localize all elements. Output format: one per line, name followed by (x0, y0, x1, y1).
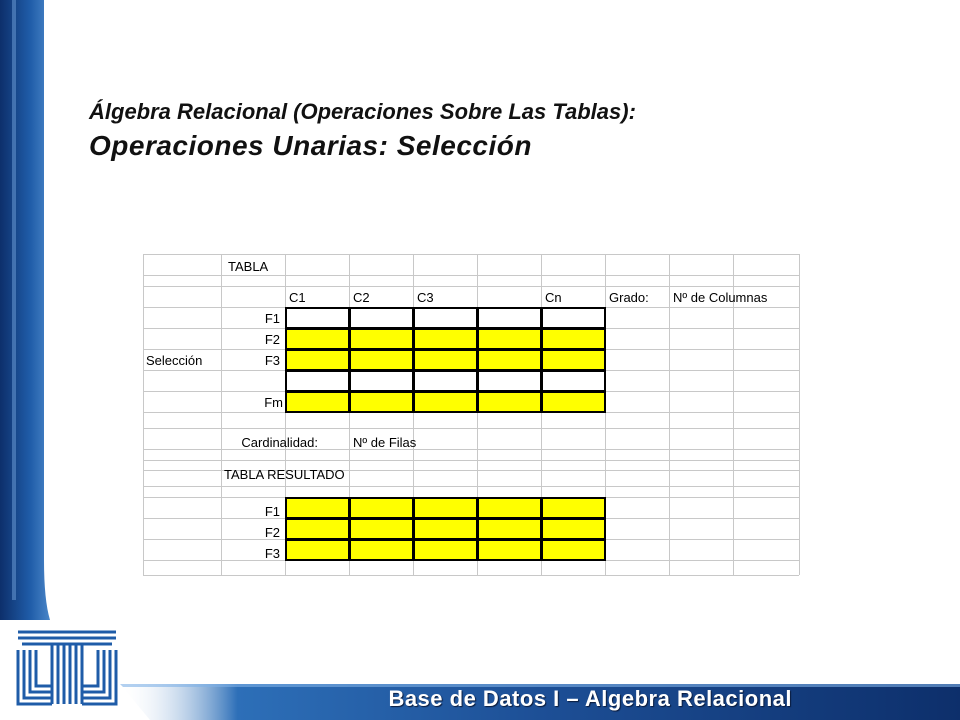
table-cell (478, 371, 541, 391)
result-cell (286, 519, 349, 539)
selected-cell (286, 392, 349, 412)
result-cell (350, 498, 413, 518)
row-label-f2: F2 (264, 332, 280, 347)
selected-cell (286, 329, 349, 349)
table-cell (350, 371, 413, 391)
selected-cell (542, 392, 605, 412)
grado-label: Grado: (609, 290, 649, 305)
column-header-c2: C2 (353, 290, 370, 305)
selected-cell (286, 350, 349, 370)
selected-cell (350, 329, 413, 349)
result-cell (478, 540, 541, 560)
cardinalidad-value: Nº de Filas (353, 435, 417, 450)
result-cell (478, 519, 541, 539)
selected-cell (414, 392, 477, 412)
table-cell (286, 308, 349, 328)
tabla-resultado-label: TABLA RESULTADO (224, 467, 345, 482)
table-cell (542, 308, 605, 328)
selected-cell (542, 329, 605, 349)
result-cell (286, 498, 349, 518)
selected-cell (478, 329, 541, 349)
left-decorative-band (0, 0, 50, 620)
spreadsheet-diagram (143, 254, 801, 578)
result-row-label-f1: F1 (264, 504, 280, 519)
result-cell (542, 498, 605, 518)
result-cell (286, 540, 349, 560)
cardinalidad-label: Cardinalidad: (241, 435, 318, 450)
selected-cell (478, 350, 541, 370)
result-row-label-f3: F3 (264, 546, 280, 561)
table-cell (478, 308, 541, 328)
column-header-c1: C1 (289, 290, 306, 305)
selected-cell (414, 329, 477, 349)
selected-cell (350, 392, 413, 412)
result-cell (414, 519, 477, 539)
column-header-c3: C3 (417, 290, 434, 305)
footer-title: Base de Datos I – Algebra Relacional (388, 686, 792, 711)
selected-cell (350, 350, 413, 370)
column-header-cn: Cn (545, 290, 562, 305)
table-cell (414, 371, 477, 391)
row-label-f1: F1 (264, 311, 280, 326)
slide-title: Álgebra Relacional (Operaciones Sobre Las Tablas): (89, 99, 636, 124)
result-cell (350, 540, 413, 560)
selected-cell (478, 392, 541, 412)
slide-subtitle: Operaciones Unarias: Selección (89, 130, 532, 161)
result-row-label-f2: F2 (264, 525, 280, 540)
result-cell (542, 519, 605, 539)
table-cell (286, 371, 349, 391)
selected-cells (286, 329, 605, 560)
result-cell (542, 540, 605, 560)
result-cell (414, 540, 477, 560)
table-cell (542, 371, 605, 391)
selected-cell (542, 350, 605, 370)
selected-cell (414, 350, 477, 370)
table-cell (350, 308, 413, 328)
seleccion-label: Selección (146, 353, 203, 368)
result-cell (414, 498, 477, 518)
row-label-fm: Fm (264, 395, 283, 410)
result-cell (478, 498, 541, 518)
row-label-f3: F3 (264, 353, 280, 368)
tabla-label: TABLA (228, 259, 269, 274)
grado-value: Nº de Columnas (673, 290, 768, 305)
result-cell (350, 519, 413, 539)
table-cell (414, 308, 477, 328)
